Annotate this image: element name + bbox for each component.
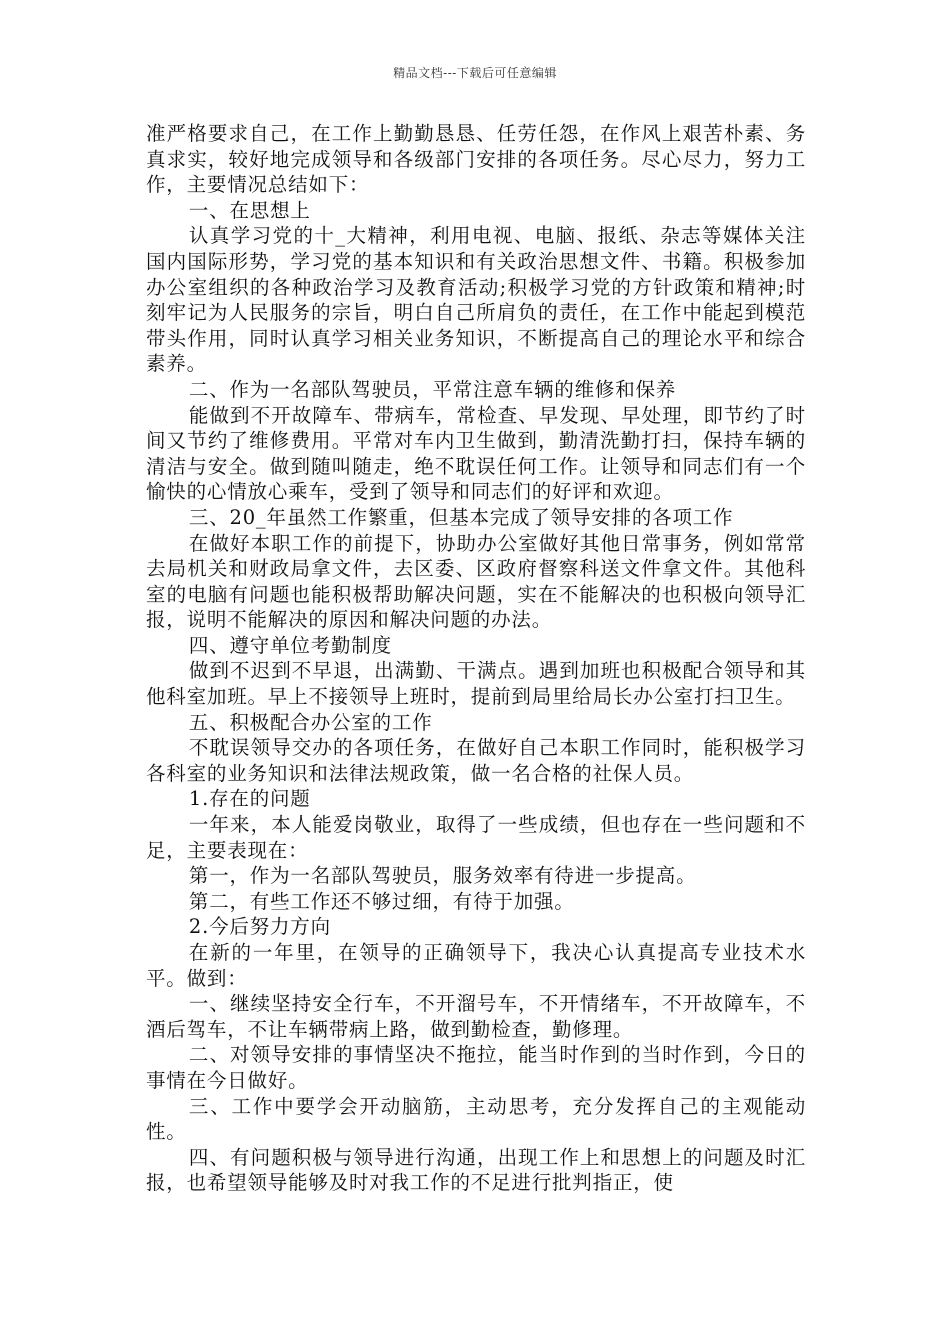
paragraph: 一年来，本人能爱岗敬业，取得了一些成绩，但也存在一些问题和不足，主要表现在：	[146, 813, 806, 862]
paragraph: 在做好本职工作的前提下，协助办公室做好其他日常事务，例如常常去局机关和财政局拿文件，去区委、区政府督察科送文件拿文件。其他科室的电脑有问题也能积极帮助解决问题，实在不能解决的也积极向领导汇报，说明不能解决的原因和解决问题的办法。	[146, 531, 806, 632]
paragraph: 准严格要求自己，在工作上勤勤恳恳、任劳任怨，在作风上艰苦朴素、务真求实，较好地完成领导和各级部门安排的各项任务。尽心尽力，努力工作，主要情况总结如下：	[146, 122, 806, 197]
paragraph: 四、有问题积极与领导进行沟通，出现工作上和思想上的问题及时汇报，也希望领导能够及时对我工作的不足进行批判指正，使	[146, 1145, 806, 1195]
paragraph: 第一，作为一名部队驾驶员，服务效率有待进一步提高。	[188, 864, 697, 888]
paragraph: 做到不迟到不早退，出满勤、干满点。遇到加班也积极配合领导和其他科室加班。早上不接领导上班时，提前到局里给局长办公室打扫卫生。	[146, 659, 806, 709]
paragraph: 三、20_年虽然工作繁重，但基本完成了领导安排的各项工作	[188, 505, 734, 529]
paragraph: 四、遵守单位考勤制度	[188, 633, 392, 657]
paragraph: 2.今后努力方向	[188, 915, 331, 939]
paragraph: 1.存在的问题	[188, 787, 311, 811]
paragraph: 一、在思想上	[188, 198, 311, 222]
paragraph: 五、积极配合办公室的工作	[188, 710, 433, 734]
page-header: 精品文档---下载后可任意编辑	[393, 66, 557, 80]
paragraph: 一、继续坚持安全行车，不开溜号车，不开情绪车，不开故障车，不酒后驾车，不让车辆带病上路，做到勤检查，勤修理。	[146, 992, 806, 1041]
document-body	[146, 121, 806, 1196]
paragraph: 三、工作中要学会开动脑筋，主动思考，充分发挥自己的主观能动性。	[146, 1094, 806, 1144]
paragraph: 二、作为一名部队驾驶员，平常注意车辆的维修和保养	[188, 377, 677, 401]
paragraph: 认真学习党的十_大精神，利用电视、电脑、报纸、杂志等媒体关注国内国际形势，学习党的基本知识和有关政治思想文件、书籍。积极参加办公室组织的各种政治学习及教育活动;积极学习党的方针政策和精神;时刻牢记为人民服务的宗旨，明白自己所肩负的责任，在工作中能起到模范带头作用，同时认真学习相关业务知识，不断提高自己的理论水平和综合素养。	[146, 224, 806, 376]
paragraph: 能做到不开故障车、带病车，常检查、早发现、早处理，即节约了时间又节约了维修费用。平常对车内卫生做到，勤清洗勤打扫，保持车辆的清洁与安全。做到随叫随走，绝不耽误任何工作。让领导和同志们有一个愉快的心情放心乘车，受到了领导和同志们的好评和欢迎。	[146, 403, 806, 504]
paragraph: 二、对领导安排的事情坚决不拖拉，能当时作到的当时作到，今日的事情在今日做好。	[146, 1043, 806, 1092]
paragraph: 不耽误领导交办的各项任务，在做好自己本职工作同时，能积极学习各科室的业务知识和法律法规政策，做一名合格的社保人员。	[146, 736, 806, 785]
paragraph: 第二，有些工作还不够过细，有待于加强。	[188, 889, 575, 913]
paragraph: 在新的一年里，在领导的正确领导下，我决心认真提高专业技术水平。做到：	[146, 941, 806, 990]
